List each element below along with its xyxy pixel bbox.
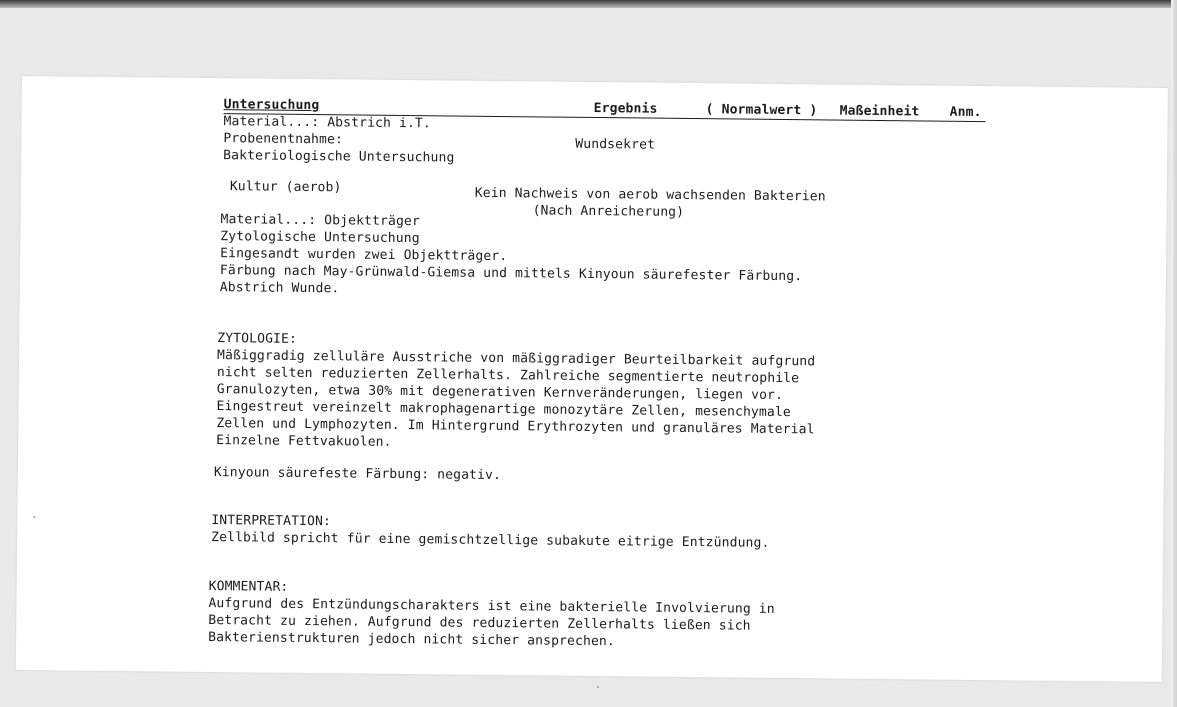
scanner-top-edge (0, 0, 1177, 8)
material-abstrich: Material...: Abstrich i.T. (223, 114, 432, 132)
kommentar-line: Betracht zu ziehen. Aufgrund des reduzierten Zellerhalts ließen sich (208, 612, 751, 634)
header-anm: Anm. (949, 104, 982, 121)
zytologie-heading: ZYTOLOGIE: (217, 331, 298, 347)
probenentnahme-label: Probenentnahme: (223, 131, 344, 148)
kommentar-line: Bakterienstrukturen jedoch nicht sicher ansprechen. (208, 629, 615, 650)
header-masseinheit: Maßeinheit (839, 103, 920, 120)
bakteriologie-title: Bakteriologische Untersuchung (223, 148, 455, 166)
interpretation-heading: INTERPRETATION: (211, 513, 332, 530)
header-normalwert: ( Normalwert ) (705, 102, 818, 119)
header-untersuchung: Untersuchung (223, 97, 320, 114)
zytologie-line: Mäßiggradig zelluläre Ausstriche von mäßiggradiger Beurteilbarkeit aufgrund (217, 348, 816, 370)
zytologie-line: Zellen und Lymphozyten. Im Hintergrund Erythrozyten und granuläres Material (216, 416, 815, 438)
scan-speck (597, 686, 599, 688)
zytologie-title: Zytologische Untersuchung (220, 229, 420, 247)
zytologie-line: Einzelne Fettvakuolen. (216, 433, 392, 450)
section2-line: Eingesandt wurden zwei Objektträger. (220, 246, 508, 265)
lab-report-page (16, 76, 1168, 682)
kinyoun-result: Kinyoun säurefeste Färbung: negativ. (213, 465, 502, 484)
scan-speck (33, 516, 35, 518)
kommentar-heading: KOMMENTAR: (208, 578, 289, 595)
section2-line: Abstrich Wunde. (219, 280, 340, 297)
header-ergebnis: Ergebnis (593, 100, 658, 117)
probenentnahme-value: Wundsekret (575, 136, 656, 153)
kultur-label: Kultur (aerob) (229, 179, 342, 196)
section2-line: Färbung nach May-Grünwald-Giemsa und mittels Kinyoun säurefester Färbung. (219, 263, 803, 285)
kommentar-line: Aufgrund des Entzündungscharakters ist eine bakterielle Involvierung in (208, 595, 775, 617)
zytologie-line: Eingestreut vereinzelt makrophagenartige monozytäre Zellen, mesenchymale (216, 399, 791, 421)
kultur-note: (Nach Anreicherung) (532, 203, 685, 220)
kultur-result: Kein Nachweis von aerob wachsenden Bakterien (474, 185, 826, 205)
zytologie-line: nicht selten reduzierten Zellerhalts. Zahlreiche segmentierte neutrophile (216, 365, 800, 387)
zytologie-line: Granulozyten, etwa 30% mit degenerativen Kernveränderungen, liegen vor. (216, 382, 784, 403)
scanner-right-edge (1171, 0, 1177, 707)
interpretation-text: Zellbild spricht für eine gemischtzellige subakute eitrige Entzündung. (211, 530, 770, 551)
material-objekttraeger: Material...: Objektträger (220, 212, 420, 230)
